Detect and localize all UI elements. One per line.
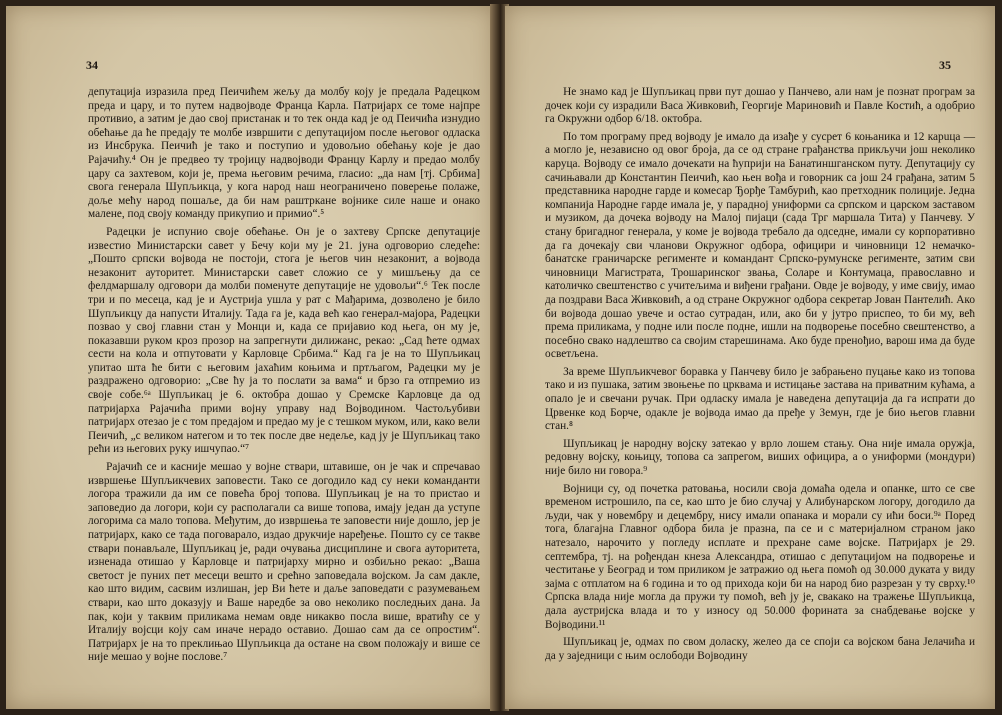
paragraph: Не знамо кад је Шупљикац први пут дошао у Панчево, али нам је познат програм за дочек који су израдили Васа Живковић, Георгије Мариновић и Павле Костић, а одобрио га Окружни одбор 6/18. октобра. (545, 86, 975, 126)
paragraph: Шупљикац је народну војску затекао у врло лошем стању. Она није имала оружја, редовну војску, коњицу, топова са запрегом, виших официра, а о униформи (мондури) није било ни говора.⁹ (545, 437, 975, 478)
body-text (545, 86, 975, 667)
paragraph: Шупљикац је, одмах по свом доласку, желео да се споји са војском бана Јелачића и да у заједници с њим ослободи Војводину (545, 636, 975, 662)
paragraph: Војници су, од почетка ратовања, носили своја домаћа одела и опанке, што се све временом истрошило, па се, као што је био случај у Алибунарском логору, догодило да људи, чак у новембру и децембру, нису имали опанака и морали су ићи боси.⁹ᵃ Поред тога, благајна Главног одбора била је празна, па се и с материјалном страном јако натезало, нарочито у погледу исплате и прехране саме војске. Патријарх је 29. септембра, тј. на рођендан кнеза Александра, отишао с депутацијом на подворење и честитање у Београд и том приликом је затражио од њега помоћ од 30.000 дуката у виду зајма с отплатом на 6 година и то од прихода који би на народ био разрезан у ту сврху.¹⁰ Српска влада није могла да пружи ту помоћ, већ ју је, свакако на тражење Шупљикца, дала аустријска влада и то у износу од 50.000 форината за снабдевање војске у Војводини.¹¹ (545, 482, 975, 631)
paragraph: По том програму пред војводу је имало да изађе у сусрет 6 коњаника и 12 карuца — а могло је, независно од овог броја, да се од стране грађанства прикључи још неколико каруца. Војводу се имало дочекати на ћуприји на Банатиншганском путу. Депутацију су сачињавали др Константин Пеичић, као њен вођа и говорник са још 24 грађана, затим 5 представника народне гарде и комесар Ђорђе Тамбурић, као претходник полиције. Једна компанија Народне гарде имала је, у парадној униформи са српском и царском заставом и музиком, да дочека војводу на Малој пијаци (сада Трг маршала Тита) у Панчеву. У стану бригадног генерала, у коме је војвода требало да одседне, имали су корпоративно да га дочекају сви чланови Окружног одбора, официри и чиновници 12 немачко-банатске граничарске регименте и командант Српско-румунске регименте, затим сви чиновници Магистрата, Трошаринског звања, Соларе и Контумаца, православно и католичко свештенство с учитељима и виђени грађани. Овде је војводу, у име свију, имао да поздрави Васа Живковић, а од стране Окружног одбора секретар Јован Пантелић. Ако би војвода дошао увече и остао сутрадан, или, ако би у јутро приспео, то би му, већ према приликама, у подне или после подне, ишли на подворење посебно свештенство, а посебно свако надлештво са својим старешинама. Ако буде пренођио, варош има да буде осветљена. (545, 130, 975, 361)
page-number: 34 (86, 58, 98, 72)
paragraph: За време Шупљикчевог боравка у Панчеву било је забрањено пуцање како из топова тако и из пушака, затим звоњење по црквама и истицање застава на приватним кућама, а опало је и свечани ручак. При одласку имала је наведена депутација да га испрати до Црвенке код Борче, одакле је војвода имао да пређе у Земун, где је био његов главни стан.⁸ (545, 365, 975, 433)
body-text (88, 86, 480, 669)
right-page (505, 6, 995, 709)
paragraph: Радецки је испунио своје обећање. Он је о захтеву Српске депутације известио Министарски савет у Бечу који му је 21. јуна одговорио следеће: „Пошто српски војвода не постоји, стога је његов чин незаконит, а војвода незаконит ауторитет. Министарски савет сложио се у мишљењу да се фелдмаршалу одговори да молби поменуте депутације не удовољи“.⁶ Тек после три и по месеца, кад је и Аустрија ушла у рат с Мађарима, дозволено је било Шупљикцу да напусти Италију. Тада га је, када већ као генерал-мајора, Радецки позвао у свој главни стан у Монци и, када се пријавио код њега, он му је, показавши руком кроз прозор на запрегнути дилижанс, рекао: „Сад ћете одмах сести на кола и отпутовати у Карловце Србима.“ Кад га је на то Шупљикац упитао шта ће бити с његовим јахаћим коњима и пртљагом, Радецки му је раздражено одговорио: „Све ћу ја то послати за вама“ и брзо га отпремио из своје собе.⁶ᵃ Шупљикац је 6. октобра дошао у Сремске Карловце да од патријарха Рајачића прими војну управу над Војводином. Частољубиви патријарх отезао је с том предајом и предао му је с тешком муком, или, како вели Пеичић, „с великом натегом и то тек после две недеље, кад ју је Шупљикац тако рећи из његових руку ишчупао.“⁷ (88, 225, 480, 456)
page-number: 35 (939, 58, 951, 72)
paragraph: депутација изразила пред Пеичићем жељу да молбу коју је предала Радецком преда и цару, и то путем надвојводе Франца Карла. Патријарх се томе најпре противио, а затим је дао свој пристанак и то тек онда кад је од Пеичића изнудио обећање да ће предају те молбе извршити с депутацијом после његовог одласка из Инсбрука. Пеичић је тако и поступио и удовољио обећању које је дао Рајачићу.⁴ Он је предвео ту тројицу надвојводи Францу Карлу и предао молбу цару са захтевом, који је, према његовим речима, гласио: „да нам [тј. Србима] свога генерала Шупљикца, у кога народ наш неограничено поверење полаже, доље мећу народ пошаље, да би нам раштркане војнике силе наше и онако малене, под своју команду прикупио и примио“.⁵ (88, 86, 480, 221)
paragraph: Рајачић се и касније мешао у војне ствари, штавише, он је чак и спречавао извршење Шупљикчевих заповести. Тако се догодило кад су неки команданти логора тражили да им се повећа број топова. Шупљикац је на то пристао и заповедио да логори, који су располагали са више топова, имају један да уступе логорима са мало топова. Међутим, до извршења те заповести није дошло, јер је патријарх, како се тада поговарало, издао друкчије наређење. Пошто су се такве ствари понављале, Шупљикац је, ради очувања дисциплине и свога ауторитета, изненада отишао у Карловце и патријарху мирно и озбиљно рекао: „Ваша светост је пуних пет месеци вешто и срећно заповедала војском. Ја сам даклe, као што видим, сасвим излишан, јер Ви ћете и даље заповедати с разумевањем ствари, као што доказују и Ваше наредбе за ово неколико последњих дана. Ја пак, који у таквим приликама немам овде никакво посла више, вратићу се у Италију војсци коју сам иначе нерадо оставио. Дошао сам да се опростим“. Патријарх је на то преклињао Шупљикца да остане на свом положају и више се није мешао у војне послове.⁷ (88, 461, 480, 664)
left-page (6, 6, 494, 709)
